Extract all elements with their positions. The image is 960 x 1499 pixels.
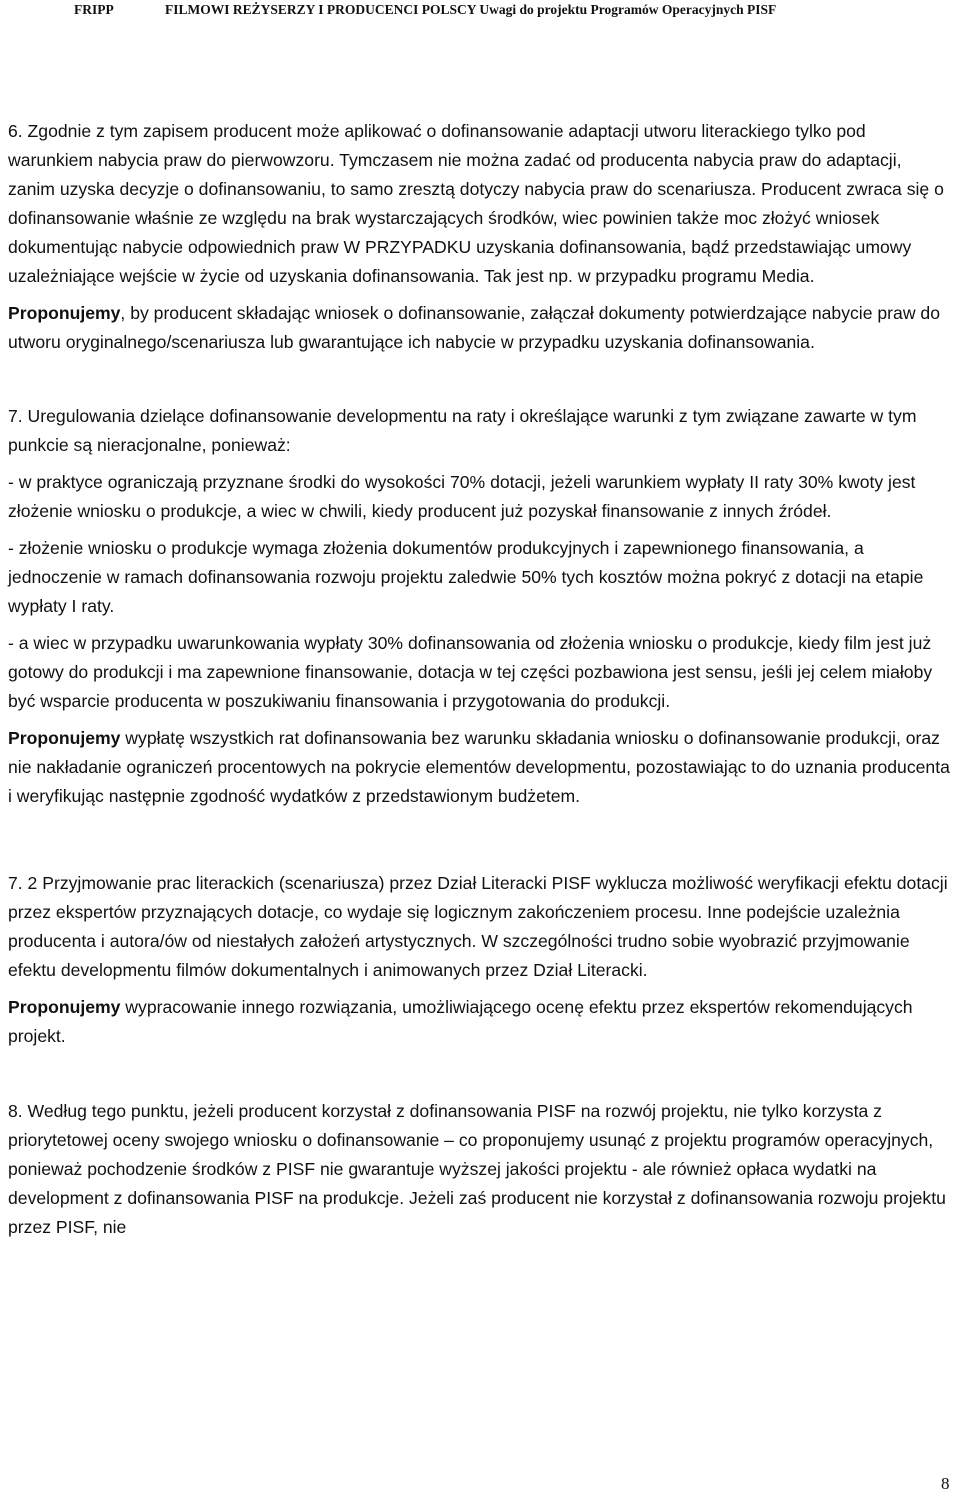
paragraph-7-2: 7. 2 Przyjmowanie prac literackich (scenariusza) przez Dział Literacki PISF wyklucza możliwość weryfikacji efektu dotacji przez ekspertów przyznających dotacje, co wydaje się logicznym zakończeniem procesu. Inne podejście uzależnia producenta i autora/ów od niestałych założeń artystycznych. W szczególności trudno sobie wyobrazić przyjmowanie efektu developmentu filmów dokumentalnych i animowanych przez Dział Literacki. — [8, 873, 948, 980]
proposal-text: wypracowanie innego rozwiązania, umożliwiającego ocenę efektu przez ekspertów rekomendujących projekt. — [8, 997, 913, 1046]
header-org: FRIPP — [74, 2, 114, 17]
proposal-paragraph-6 — [8, 299, 952, 357]
paragraph-8: 8. Według tego punktu, jeżeli producent korzystał z dofinansowania PISF na rozwój projektu, nie tylko korzysta z priorytetowej oceny swojego wniosku o dofinansowanie – co proponujemy usunąć z projektu programów operacyjnych, ponieważ pochodzenie środków z PISF nie gwarantuje wyższej jakości projektu - ale również opłaca wydatki na development z dofinansowania PISF na produkcje. Jeżeli zaś producent nie korzystał z dofinansowania rozwoju projektu przez PISF, nie — [8, 1101, 946, 1237]
paragraph-6: 6. Zgodnie z tym zapisem producent może aplikować o dofinansowanie adaptacji utworu literackiego tylko pod warunkiem nabycia praw do pierwowzoru. Tymczasem nie można zadać od producenta nabycia praw do adaptacji, zanim uzyska decyzje o dofinansowaniu, to samo zresztą dotyczy nabycia praw do scenariusza. Producent zwraca się o dofinansowanie właśnie ze względu na brak wystarczających środków, wiec powinien także moc złożyć wniosek dokumentując nabycie odpowiednich praw W PRZYPADKU uzyskania dofinansowania, bądź przedstawiając umowy uzależniające wejście w życie od uzyskania dofinansowania. Tak jest np. w przypadku programu Media. — [8, 121, 944, 286]
bullet-7-3: - a wiec w przypadku uwarunkowania wypłaty 30% dofinansowania od złożenia wniosku o produkcje, kiedy film jest już gotowy do produkcji i ma zapewnione finansowanie, dotacja w tej części pozbawiona jest sensu, jeśli jej celem miałoby być wsparcie producenta w poszukiwaniu finansowania i przygotowania do produkcji. — [8, 633, 933, 711]
bullet-7-2: - złożenie wniosku o produkcje wymaga złożenia dokumentów produkcyjnych i zapewnionego finansowania, a jednoczenie w ramach dofinansowania rozwoju projektu zaledwie 50% tych kosztów można pokryć z dotacji na etapie wypłaty I raty. — [8, 538, 924, 616]
proposal-paragraph-7 — [8, 724, 952, 811]
proposal-text: , by producent składając wniosek o dofinansowanie, załączał dokumenty potwierdzające nabycie praw do utworu oryginalnego/scenariusza lub gwarantujące ich nabycie w przypadku uzyskania dofinansowania. — [8, 303, 940, 352]
proposal-label: Proponujemy — [8, 303, 121, 323]
page-number: 8 — [941, 1474, 950, 1493]
proposal-paragraph-7-2 — [8, 993, 952, 1051]
paragraph-7: 7. Uregulowania dzielące dofinansowanie developmentu na raty i określające warunki z tym związane zawarte w tym punkcie są nieracjonalne, ponieważ: — [8, 406, 917, 455]
header-title: FILMOWI REŻYSERZY I PRODUCENCI POLSCY Uwagi do projektu Programów Operacyjnych PISF — [165, 2, 777, 17]
proposal-label: Proponujemy — [8, 997, 121, 1017]
proposal-label: Proponujemy — [8, 728, 121, 748]
document-body — [8, 117, 952, 1242]
proposal-text: wypłatę wszystkich rat dofinansowania bez warunku składania wniosku o dofinansowanie produkcji, oraz nie nakładanie ograniczeń procentowych na pokrycie elementów developmentu, pozostawiając to do uznania producenta i weryfikując następnie zgodność wydatków z przedstawionym budżetem. — [8, 728, 950, 806]
bullet-7-1: - w praktyce ograniczają przyznane środki do wysokości 70% dotacji, jeżeli warunkiem wypłaty II raty 30% kwoty jest złożenie wniosku o produkcje, a wiec w chwili, kiedy producent już pozyskał finansowanie z innych źródeł. — [8, 472, 916, 521]
